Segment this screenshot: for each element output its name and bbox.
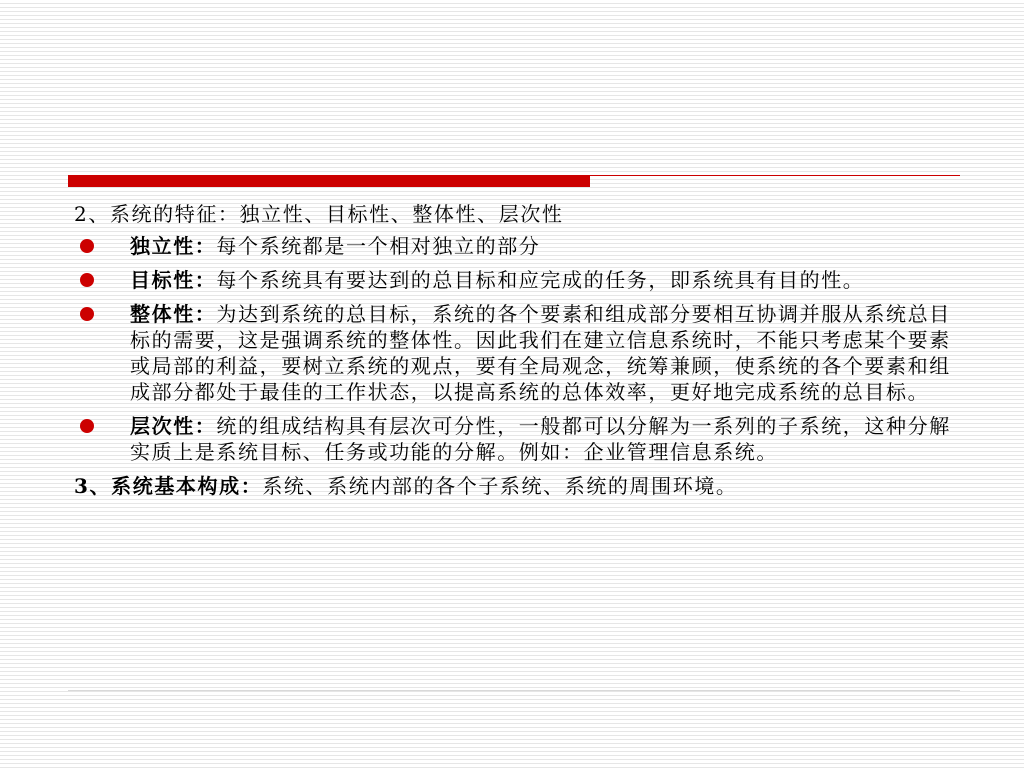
- composition-line: [74, 473, 966, 499]
- bullet-item-hierarchy: [74, 413, 966, 465]
- heading-line: 2、系统的特征：独立性、目标性、整体性、层次性: [74, 202, 564, 226]
- bullet-text: 统的组成结构具有层次可分性，一般都可以分解为一系列的子系统，这种分解实质上是系统目标、任务或功能的分解。例如：企业管理信息系统。: [130, 414, 951, 464]
- bullet-dot-icon: [80, 239, 94, 253]
- bullet-dot-icon: [80, 273, 94, 287]
- bullet-item-goal: [74, 267, 966, 293]
- footer-divider: [68, 690, 960, 691]
- bullet-text: 为达到系统的总目标，系统的各个要素和组成部分要相互协调并服从系统总目标的需要，这是强调系统的整体性。因此我们在建立信息系统时，不能只考虑某个要素或局部的利益，要树立系统的观点，要有全局观念，统筹兼顾，使系统的各个要素和组成部分都处于最佳的工作状态，以提高系统的总体效率，更好地完成系统的总目标。: [130, 302, 951, 404]
- bullet-text: 每个系统具有要达到的总目标和应完成的任务，即系统具有目的性。: [216, 268, 865, 292]
- slide-body: [74, 201, 966, 499]
- bullet-term: 独立性：: [130, 234, 217, 258]
- composition-text: 系统、系统内部的各个子系统、系统的周围环境。: [262, 474, 738, 498]
- bullet-term: 整体性：: [130, 302, 217, 326]
- title-accent-line: [590, 175, 960, 176]
- title-accent-bar: [68, 175, 590, 187]
- bullet-dot-icon: [80, 419, 94, 433]
- bullet-item-wholeness: [74, 301, 966, 405]
- composition-term: 3、系统基本构成：: [74, 474, 263, 498]
- bullet-item-independence: [74, 233, 966, 259]
- bullet-text: 每个系统都是一个相对独立的部分: [216, 234, 541, 258]
- bullet-term: 目标性：: [130, 268, 217, 292]
- bullet-term: 层次性：: [130, 414, 217, 438]
- bullet-dot-icon: [80, 307, 94, 321]
